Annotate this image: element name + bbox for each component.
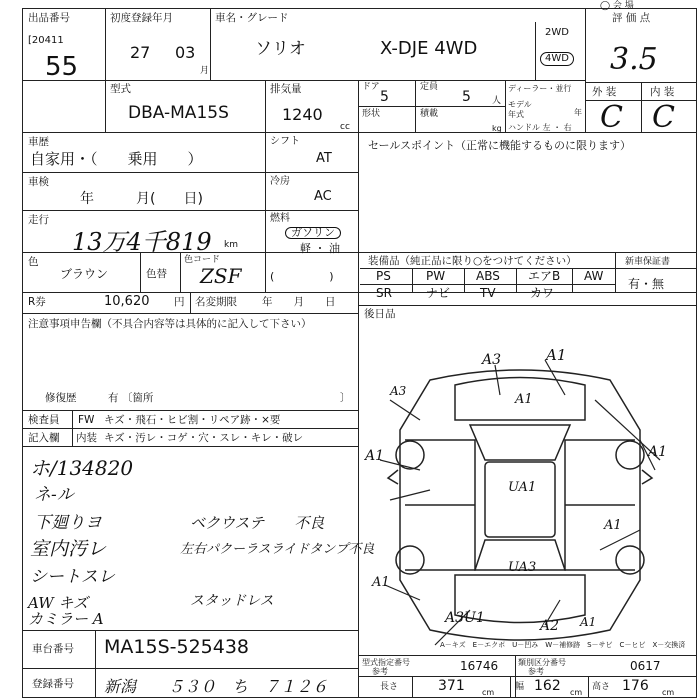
shift-value: AT xyxy=(316,151,332,166)
warranty-label: 新車保証書 xyxy=(625,257,671,267)
reg-month: 03 xyxy=(175,43,196,62)
shape-label: 形状 xyxy=(362,109,381,119)
diagram-mark-2: A1 xyxy=(546,346,567,364)
fuel-gas: ガソリン xyxy=(285,227,341,239)
length-unit: cm xyxy=(482,688,495,697)
name-change-label: 名変期限 xyxy=(195,296,237,308)
recycle-label: R券 xyxy=(28,296,46,308)
reg-year: 27 xyxy=(130,43,151,62)
drive-4wd: 4WD xyxy=(540,52,574,66)
fuel-label: 燃料 xyxy=(270,213,290,224)
recycle-yen: 円 xyxy=(174,296,185,308)
diagram-mark-4: A1 xyxy=(515,392,533,407)
color-code-label: 色コード xyxy=(184,255,221,265)
displacement-label: 排気量 xyxy=(270,83,302,95)
diagram-mark-5: A1 xyxy=(365,448,385,464)
color-value: ブラウン xyxy=(60,267,109,281)
diagram-mark-12: A2 xyxy=(540,618,560,634)
diagram-legend: A－キズ E－エクボ U－凹み W－補修跡 S－サビ C－ヒビ X－交換済 xyxy=(440,641,686,649)
equip-sr: SR xyxy=(376,286,392,300)
car-name: ソリオ xyxy=(255,39,306,59)
displacement-value: 1240 xyxy=(282,105,323,124)
km-unit: km xyxy=(224,240,238,250)
handwritten-line-2: ネ-ル xyxy=(34,485,74,505)
category-value: 0617 xyxy=(630,659,661,673)
inspector-interior: 内装 xyxy=(76,432,97,444)
afterfit-label: 後日品 xyxy=(364,308,396,320)
repair-bracket-end: 〕 xyxy=(340,392,351,404)
drive-2wd: 2WD xyxy=(545,27,569,38)
reg-label: 初度登録年月 xyxy=(110,12,173,24)
diagram-mark-6: A1 xyxy=(648,444,668,460)
handwritten-mid-2: 左右パクーラスライドタンプ不良 xyxy=(180,542,375,557)
sales-point-label: セールスポイント（正常に機能するものに限ります） xyxy=(368,139,632,152)
color-tone-label: 色替 xyxy=(146,268,167,280)
load-label: 積載 xyxy=(420,109,439,119)
designation-value: 16746 xyxy=(460,659,499,673)
inspection-value: 年 月( 日) xyxy=(80,191,203,207)
model-year-unit: 年 xyxy=(574,108,582,117)
equip-leather: カワ xyxy=(530,286,555,300)
inspector-codes1: キズ・飛石・ヒビ割・リペア跡・×要 xyxy=(104,414,281,426)
handwritten-line-1: ホ/134820 xyxy=(30,456,134,480)
color-label: 色 xyxy=(28,256,39,268)
fuel-paren: ( ) xyxy=(270,270,334,283)
cc-unit: cc xyxy=(340,122,350,132)
lot-label: 出品番号 xyxy=(28,12,70,24)
equip-tv: TV xyxy=(480,286,496,300)
entry-label: 記入欄 xyxy=(28,432,60,444)
width-unit: cm xyxy=(570,688,583,697)
designation-label: 型式指定番号 xyxy=(362,658,410,667)
handwritten-line-3: 下廻りヨ xyxy=(34,513,102,533)
handwritten-line-6: AW キズ xyxy=(28,594,89,612)
handwritten-line-4: 室内汚レ xyxy=(30,538,107,560)
inspection-label: 車検 xyxy=(28,176,49,188)
score-label: 評 価 点 xyxy=(612,12,651,24)
usage-label: 車歴 xyxy=(28,136,49,148)
reg-number-label: 登録番号 xyxy=(32,678,74,690)
usage-value: 自家用・（ 乗用 ） xyxy=(30,150,203,168)
ref-label-1: 参考 xyxy=(372,667,388,676)
dealer-label: ディーラー・並行 xyxy=(508,84,572,93)
repair-value: 有 〔箇所 xyxy=(108,392,154,404)
corner-mark: ◯ 会 場 xyxy=(600,1,634,11)
handwritten-mid-3: スタッドレス xyxy=(190,593,274,609)
model-year-label: モデル年式 xyxy=(508,100,532,119)
mileage-value: 13万4千819 xyxy=(72,228,212,256)
width-value: 162 xyxy=(534,678,561,694)
diagram-mark-3: A3 xyxy=(390,384,407,398)
equip-ps: PS xyxy=(376,269,391,283)
chassis-label: 車台番号 xyxy=(32,643,74,655)
diagram-mark-1: A3 xyxy=(482,352,502,368)
person-unit: 人 xyxy=(492,96,502,106)
doors-value: 5 xyxy=(380,89,389,105)
handwritten-line-7: カミラー A xyxy=(28,610,104,628)
interior-label: 内 装 xyxy=(650,86,675,98)
handwritten-mid-1: ベクウステ 不良 xyxy=(190,514,325,532)
height-value: 176 xyxy=(622,678,649,694)
exterior-label: 外 装 xyxy=(592,86,617,98)
reg-number-value: 新潟 ５３０ ち ７１２６ xyxy=(104,677,329,696)
inspector-label: 検査員 xyxy=(28,414,60,426)
ac-value: AC xyxy=(314,189,332,204)
length-value: 371 xyxy=(438,678,465,694)
height-unit: cm xyxy=(662,688,675,697)
diagram-mark-13: A1 xyxy=(580,615,597,629)
handwritten-line-5: シートスレ xyxy=(30,567,115,587)
exterior-grade: C xyxy=(600,100,623,135)
equip-navi: ナビ xyxy=(426,286,451,300)
repair-label: 修復歴 xyxy=(45,392,77,404)
model-label: 型式 xyxy=(110,83,131,95)
model-value: DBA-MA15S xyxy=(128,103,229,123)
chassis-value: MA15S-525438 xyxy=(104,636,250,658)
name-change-date: 年 月 日 xyxy=(262,296,336,308)
diagram-mark-10: A1 xyxy=(372,575,390,590)
grade: X-DJE 4WD xyxy=(380,38,478,59)
inspector-fw: FW xyxy=(78,414,95,426)
capacity-label: 定員 xyxy=(420,82,439,92)
score-value: 3.5 xyxy=(610,42,658,77)
inspector-codes2: キズ・汚レ・コゲ・穴・スレ・キレ・破レ xyxy=(104,432,304,444)
mileage-label: 走行 xyxy=(28,214,49,226)
diagram-mark-8: A1 xyxy=(604,518,622,533)
equip-abs: ABS xyxy=(476,269,500,283)
notes-label: 注意事項申告欄（不具合内容等は具体的に記入して下さい） xyxy=(28,318,312,330)
kg-unit: kg xyxy=(492,124,502,133)
shift-label: シフト xyxy=(270,136,300,147)
height-label: 高さ xyxy=(592,682,611,692)
equip-airbag: エアB xyxy=(528,269,561,283)
month-unit: 月 xyxy=(200,66,210,76)
diagram-mark-11: A3U1 xyxy=(445,610,485,626)
name-label: 車名・グレード xyxy=(215,12,289,24)
ac-label: 冷房 xyxy=(270,176,290,187)
ref-label-2: 参考 xyxy=(528,667,544,676)
fuel-light: 軽 ・ 油 xyxy=(300,242,340,255)
equip-aw: AW xyxy=(584,269,604,283)
warranty-value: 有・無 xyxy=(628,277,665,291)
lot-number: 55 xyxy=(45,52,79,82)
handle-label: ハンドル 左 ・ 右 xyxy=(508,123,572,132)
length-label: 長さ xyxy=(380,682,399,692)
equip-pw: PW xyxy=(426,269,446,283)
diagram-mark-9: UA3 xyxy=(508,560,537,575)
width-label: 幅 xyxy=(515,682,525,692)
recycle-amount: 10,620 xyxy=(104,294,150,309)
color-code-value: ZSF xyxy=(200,264,242,288)
category-label: 類別区分番号 xyxy=(518,658,566,667)
capacity-value: 5 xyxy=(462,89,471,105)
interior-grade: C xyxy=(652,100,675,135)
doors-label: ドア xyxy=(362,82,380,92)
lot-code: [20411 xyxy=(28,35,64,46)
equipment-label: 装備品（純正品に限り○をつけてください） xyxy=(368,255,577,267)
diagram-mark-7: UA1 xyxy=(508,480,537,495)
